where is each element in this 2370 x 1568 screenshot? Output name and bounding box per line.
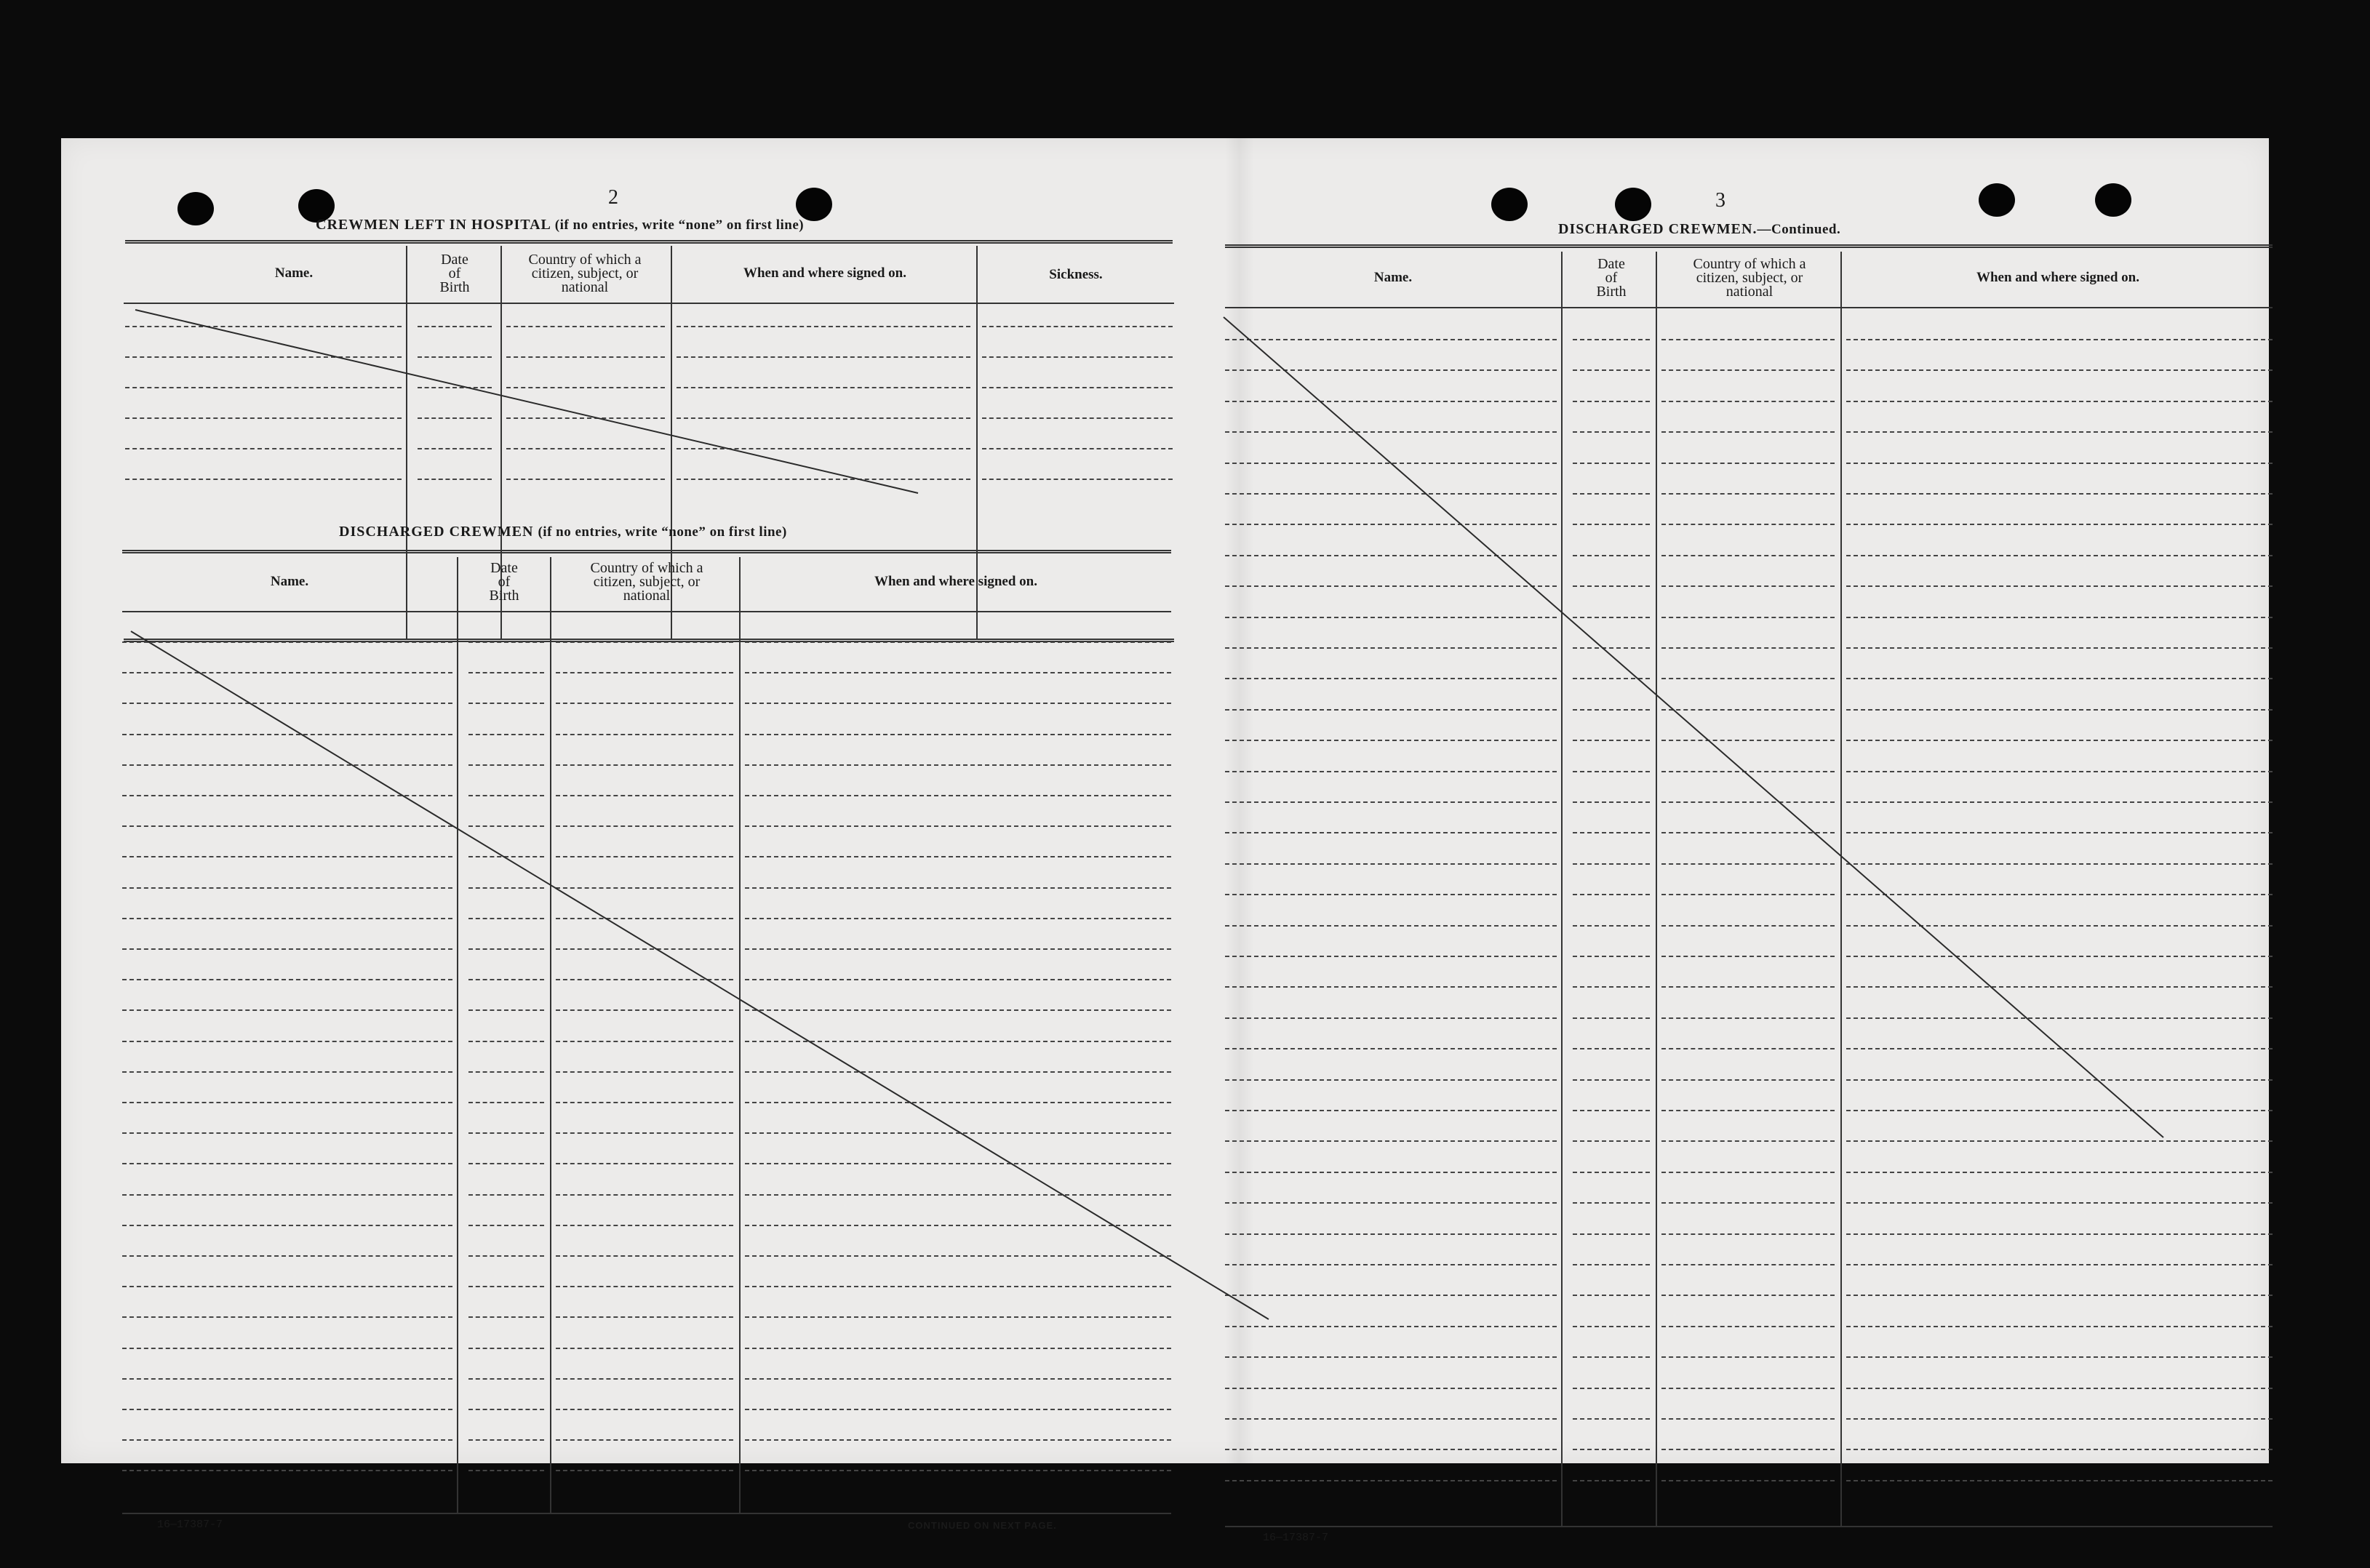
entry-row-line bbox=[122, 1470, 452, 1471]
entry-row-line bbox=[745, 1470, 1171, 1471]
discharged-title-text: DISCHARGED CREWMEN bbox=[339, 524, 534, 540]
continued-note: CONTINUED ON NEXT PAGE. bbox=[908, 1520, 1057, 1531]
hospital-col-sickness: Sickness. bbox=[1049, 267, 1103, 282]
right-col-dob-text: Date of Birth bbox=[1596, 256, 1627, 300]
right-bottom-rule bbox=[1225, 1526, 2273, 1527]
hospital-title-note: (if no entries, write “none” on first line) bbox=[554, 217, 805, 233]
form-sheet bbox=[61, 138, 2269, 1544]
entry-row-line bbox=[1846, 1480, 2273, 1481]
right-strike-line bbox=[1224, 317, 2163, 1137]
left-form-number: 16—17387-7 bbox=[157, 1519, 223, 1531]
right-col-signed: When and where signed on. bbox=[1976, 270, 2139, 285]
discharged-strike-line bbox=[131, 631, 1269, 1319]
discharged-col-name: Name. bbox=[270, 574, 309, 589]
right-page-number: 3 bbox=[1715, 189, 1725, 212]
hospital-title-text: CREWMEN LEFT IN HOSPITAL bbox=[316, 217, 551, 233]
hospital-col-dob-text: Date of Birth bbox=[439, 252, 470, 295]
hospital-strike-line bbox=[135, 310, 918, 493]
discharged-col-dob-text: Date of Birth bbox=[489, 560, 519, 604]
discharged-col-signed: When and where signed on. bbox=[874, 574, 1037, 589]
discharged-bottom-rule bbox=[122, 1513, 1171, 1514]
hospital-col-signed: When and where signed on. bbox=[743, 265, 906, 281]
left-page-number: 2 bbox=[608, 186, 618, 209]
entry-row-line bbox=[1225, 1480, 1557, 1481]
entry-row-line bbox=[1573, 1480, 1650, 1481]
strike-lines bbox=[61, 138, 2269, 1463]
discharged-continued-text: DISCHARGED CREWMEN. bbox=[1558, 221, 1757, 237]
right-form-number: 16—17387-7 bbox=[1263, 1532, 1329, 1544]
hospital-col-country-text: Country of which a citizen, subject, or national bbox=[528, 252, 642, 295]
entry-row-line bbox=[556, 1470, 733, 1471]
entry-row-line bbox=[1661, 1480, 1835, 1481]
hospital-col-name: Name. bbox=[274, 265, 314, 281]
entry-row-line bbox=[468, 1470, 544, 1471]
right-col-country-text: Country of which a citizen, subject, or national bbox=[1693, 256, 1806, 300]
discharged-continued-suffix: —Continued. bbox=[1757, 222, 1841, 237]
right-col-name: Name. bbox=[1373, 270, 1413, 285]
discharged-col-country-text: Country of which a citizen, subject, or national bbox=[590, 560, 703, 604]
discharged-title-note: (if no entries, write “none” on first line) bbox=[538, 524, 787, 540]
